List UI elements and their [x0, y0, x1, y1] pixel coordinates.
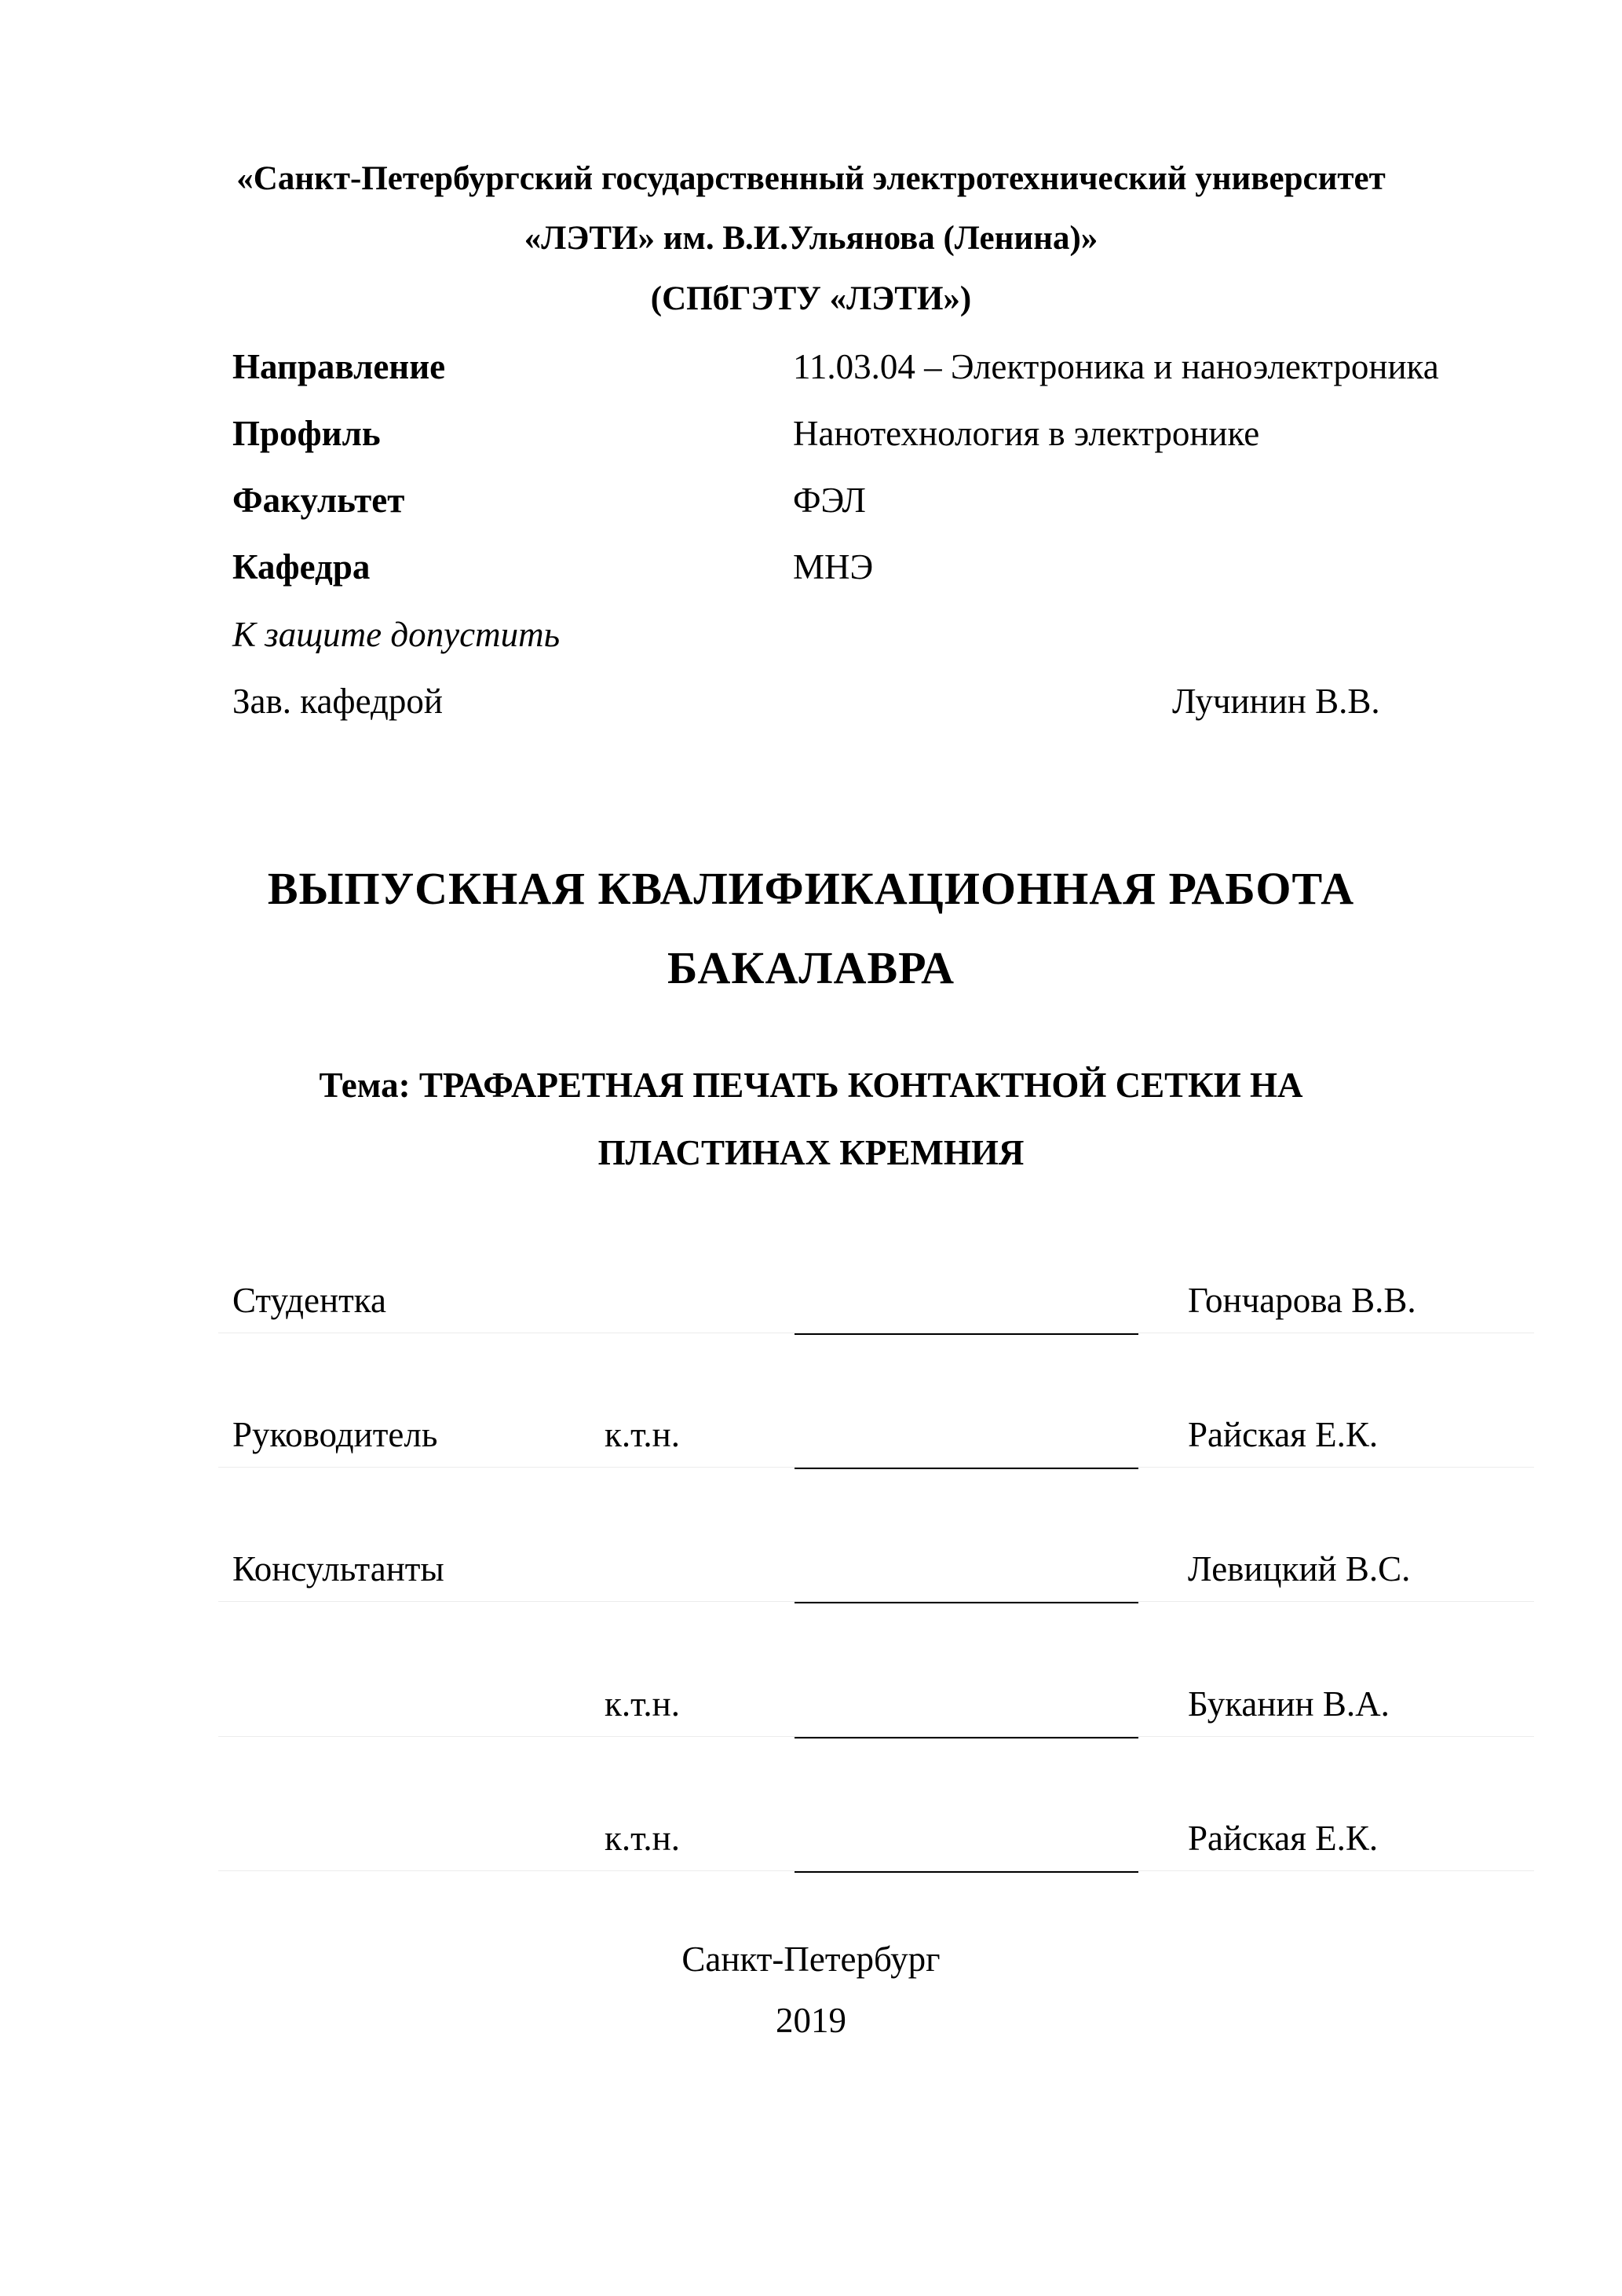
row-divider [218, 1736, 1534, 1737]
footer-city: Санкт-Петербург [681, 1940, 941, 1979]
thesis-title-line-1: ВЫПУСКНАЯ КВАЛИФИКАЦИОННАЯ РАБОТА [267, 863, 1355, 914]
signature-name: Райская Е.К. [1188, 1415, 1379, 1454]
signature-role: Студентка [232, 1281, 386, 1320]
row-divider [218, 1467, 1534, 1468]
signature-line [795, 1871, 1138, 1873]
signature-line [795, 1468, 1138, 1469]
thesis-theme-line-1: Тема: ТРАФАРЕТНАЯ ПЕЧАТЬ КОНТАКТНОЙ СЕТКИ НА [319, 1066, 1303, 1105]
department-head-label: Зав. кафедрой [232, 682, 443, 721]
university-name-line-1: «Санкт-Петербургский государственный электротехнический университет [236, 160, 1386, 197]
department-head-name: Лучинин В.В. [1172, 682, 1380, 721]
row-divider [218, 1870, 1534, 1871]
field-label-department: Кафедра [232, 547, 371, 587]
field-label-profile: Профиль [232, 414, 381, 453]
signature-name: Гончарова В.В. [1188, 1281, 1416, 1320]
field-value-profile: Нанотехнология в электронике [793, 414, 1260, 453]
signature-name: Буканин В.А. [1188, 1684, 1390, 1724]
signature-line [795, 1602, 1138, 1603]
signature-role: Консультанты [232, 1549, 444, 1589]
signature-name: Левицкий В.С. [1188, 1549, 1411, 1589]
university-abbreviation: (СПбГЭТУ «ЛЭТИ») [650, 280, 972, 317]
signature-line [795, 1333, 1138, 1335]
signature-line [795, 1737, 1138, 1738]
signature-degree: к.т.н. [605, 1684, 680, 1724]
field-label-faculty: Факультет [232, 481, 405, 520]
thesis-title-line-2: БАКАЛАВРА [667, 942, 955, 993]
field-label-direction: Направление [232, 347, 446, 386]
thesis-theme-line-2: ПЛАСТИНАХ КРЕМНИЯ [597, 1133, 1025, 1172]
signature-degree: к.т.н. [605, 1819, 680, 1858]
signature-role: Руководитель [232, 1415, 438, 1454]
field-value-department: МНЭ [793, 547, 874, 587]
signature-degree: к.т.н. [605, 1415, 680, 1454]
university-name-line-2: «ЛЭТИ» им. В.И.Ульянова (Ленина)» [524, 220, 1098, 257]
approval-note: К защите допустить [232, 615, 561, 654]
row-divider [218, 1601, 1534, 1602]
footer-year: 2019 [776, 2001, 846, 2040]
field-value-direction: 11.03.04 – Электроника и наноэлектроника [793, 347, 1439, 386]
field-value-faculty: ФЭЛ [793, 481, 866, 520]
signature-name: Райская Е.К. [1188, 1819, 1379, 1858]
